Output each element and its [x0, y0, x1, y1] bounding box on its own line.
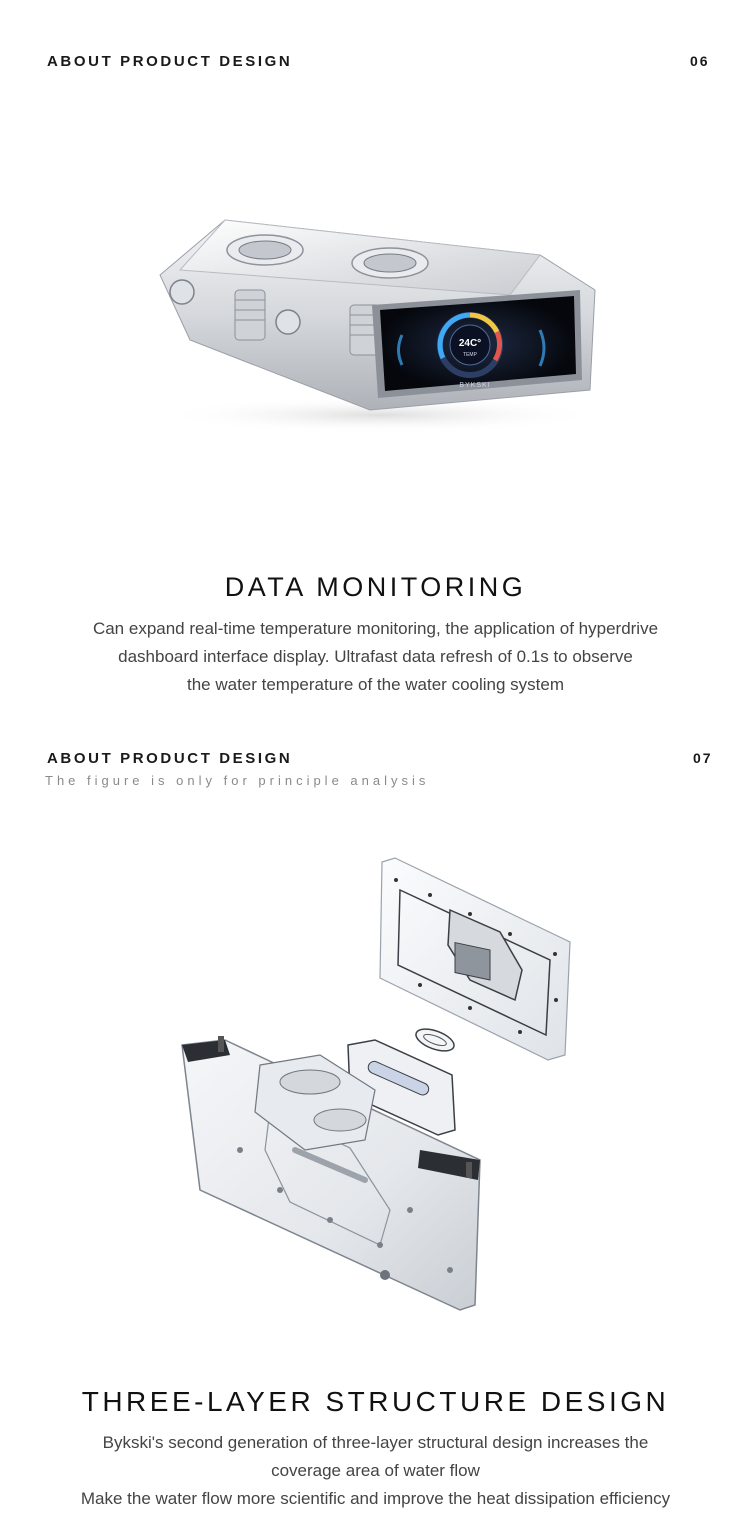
section-description — [0, 615, 751, 699]
description-line: the water temperature of the water cooling system — [186, 675, 564, 694]
section-description — [0, 1429, 751, 1513]
description-line: dashboard interface display. Ultrafast data refresh of 0.1s to observe — [118, 647, 633, 666]
description-line: Make the water flow more scientific and improve the heat dissipation efficiency — [80, 1489, 671, 1508]
screen-brand: BYKSKI — [459, 382, 491, 389]
description-line: coverage area of water flow — [271, 1461, 480, 1480]
page-number: 06 — [690, 53, 710, 69]
section-title: THREE-LAYER STRUCTURE DESIGN — [81, 1386, 670, 1417]
description-line: Can expand real-time temperature monitoring, the application of hyperdrive — [92, 619, 659, 638]
page-number: 07 — [693, 750, 713, 766]
section-label: ABOUT PRODUCT DESIGN — [47, 750, 293, 767]
screen-temp: 24C° — [458, 338, 482, 349]
description-line: Bykski's second generation of three-layer structural design increases the — [102, 1433, 649, 1452]
section-label: ABOUT PRODUCT DESIGN — [47, 53, 293, 70]
terminal-block-image — [140, 200, 620, 440]
screen-temp-label: TEMP — [463, 352, 477, 358]
three-layer-block-image — [170, 850, 590, 1320]
section-subtitle: The figure is only for principle analysis — [45, 773, 430, 788]
section-title: DATA MONITORING — [224, 572, 527, 602]
